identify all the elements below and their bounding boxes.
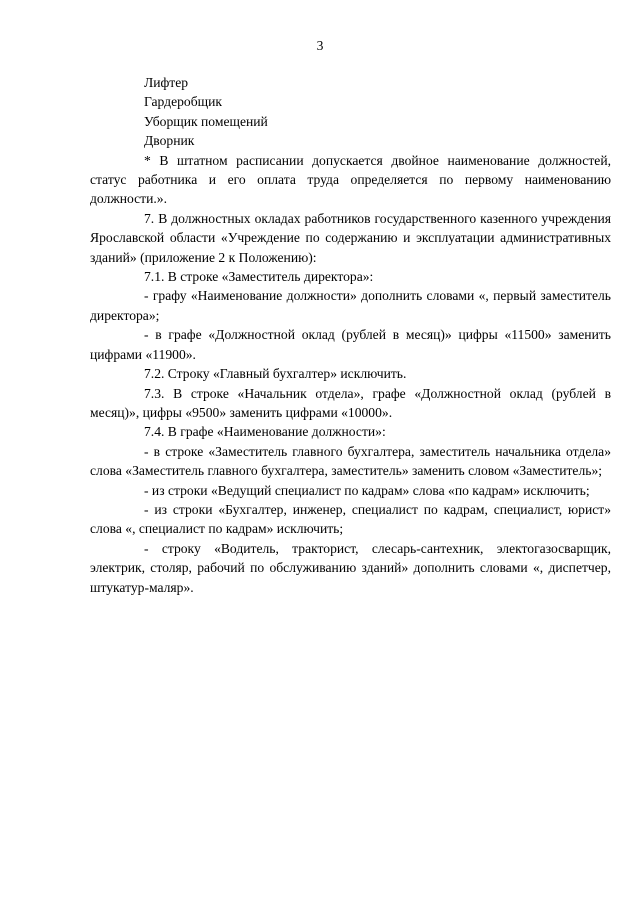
item-7-4-bullet-4: - строку «Водитель, тракторист, слесарь-сантехник, электогазосварщик, электрик, столяр, рабочий по обслуживанию зданий» дополнить словами «, диспетчер, штукатур-маляр». — [90, 540, 611, 595]
position-line: Гардеробщик — [144, 94, 222, 110]
position-line: Дворник — [144, 133, 195, 149]
position-line: Лифтер — [144, 75, 189, 90]
item-7-1-bullet-1: - графу «Наименование должности» дополнить словами «, первый заместитель директора»; — [90, 288, 611, 323]
item-7-2-paragraph: 7.2. Строку «Главный бухгалтер» исключить. — [144, 366, 407, 382]
item-7-1-bullet-2: - в графе «Должностной оклад (рублей в месяц)» цифры «11500» заменить цифрами «11900». — [90, 327, 611, 362]
item-7-4-bullet-1: - в строке «Заместитель главного бухгалтера, заместитель начальника отдела» слова «Заместитель главного бухгалтера, заместитель» заменить словом «Заместитель»; — [90, 443, 611, 479]
document-body — [90, 73, 611, 597]
footnote-paragraph: * В штатном расписании допускается двойное наименование должностей, статус работника и его оплата труда определяется по первому наименованию должности.». — [90, 152, 611, 207]
page-number: 3 — [316, 38, 324, 53]
item-7-3-paragraph: 7.3. В строке «Начальник отдела», графе «Должностной оклад (рублей в месяц)», цифры «9500» заменить цифрами «10000». — [90, 385, 611, 420]
item-7-4-heading: 7.4. В графе «Наименование должности»: — [144, 424, 386, 440]
item-7-4-bullet-2: - из строки «Ведущий специалист по кадрам» слова «по кадрам» исключить; — [144, 482, 590, 498]
position-line: Уборщик помещений — [144, 113, 268, 129]
item-7-1-heading: 7.1. В строке «Заместитель директора»: — [144, 269, 374, 285]
item-7-4-bullet-3: - из строки «Бухгалтер, инженер, специалист по кадрам, специалист, юрист» слова «, специалист по кадрам» исключить; — [90, 501, 611, 537]
item-7-paragraph: 7. В должностных окладах работников государственного казенного учреждения Ярославской области «Учреждение по содержанию и эксплуатации административных зданий» (приложение 2 к Положению): — [90, 210, 611, 265]
